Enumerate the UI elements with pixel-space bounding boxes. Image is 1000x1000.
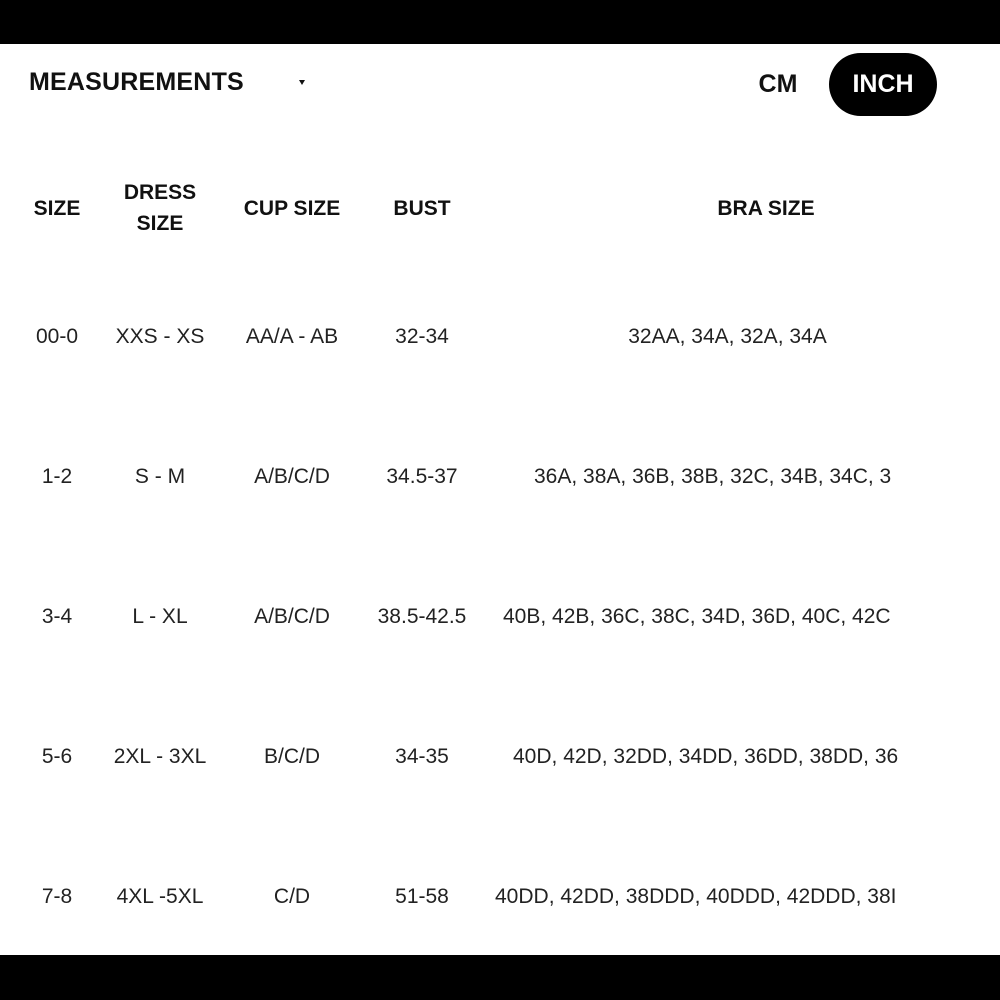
- cell-cup-size: A/B/C/D: [254, 605, 330, 628]
- column-header-dress-size: [100, 177, 220, 239]
- cell-bra-size: 32AA, 34A, 32A, 34A: [628, 325, 827, 348]
- cell-bra-size-container: [490, 460, 965, 494]
- cell-bust: 34-35: [395, 745, 449, 768]
- cell-bra-size: 40DD, 42DD, 38DDD, 40DDD, 42DDD, 38I: [495, 885, 897, 908]
- cell-size: 1-2: [41, 465, 73, 488]
- measurements-dropdown-label[interactable]: MEASUREMENTS: [29, 68, 244, 96]
- caret-down-icon[interactable]: [299, 80, 305, 85]
- cell-size: 5-6: [41, 745, 73, 768]
- unit-toggle-inch[interactable]: INCH: [829, 53, 937, 116]
- cell-bust: 34.5-37: [386, 465, 458, 488]
- cell-size: 3-4: [41, 605, 73, 628]
- cell-bra-size-container: [490, 880, 965, 914]
- cell-cup-size: AA/A - AB: [245, 325, 339, 348]
- cell-cup-size: B/C/D: [263, 745, 320, 768]
- cell-dress-size: 2XL - 3XL: [113, 745, 207, 768]
- cell-dress-size: 4XL -5XL: [116, 885, 204, 908]
- cell-bra-size-container: [490, 740, 965, 774]
- top-black-bar: [0, 0, 1000, 44]
- column-header-size: SIZE: [33, 197, 81, 220]
- cell-bra-size: 36A, 38A, 36B, 38B, 32C, 34B, 34C, 3: [534, 465, 892, 488]
- cell-bra-size-container: [490, 320, 965, 354]
- cell-bra-size: 40B, 42B, 36C, 38C, 34D, 36D, 40C, 42C: [503, 605, 891, 628]
- cell-size: 7-8: [41, 885, 73, 908]
- cell-bust: 38.5-42.5: [377, 605, 467, 628]
- unit-toggle-cm[interactable]: CM: [758, 69, 798, 98]
- cell-dress-size: L - XL: [132, 605, 188, 628]
- cell-dress-size: XXS - XS: [115, 325, 205, 348]
- cell-bust: 32-34: [395, 325, 449, 348]
- cell-bra-size: 40D, 42D, 32DD, 34DD, 36DD, 38DD, 36: [513, 745, 899, 768]
- column-header-cup-size: CUP SIZE: [243, 197, 341, 220]
- column-header-dress-line2: SIZE: [136, 212, 184, 235]
- cell-bust: 51-58: [395, 885, 449, 908]
- column-header-dress-line1: DRESS: [123, 181, 197, 204]
- cell-dress-size: S - M: [134, 465, 186, 488]
- bottom-black-bar: [0, 955, 1000, 1000]
- cell-cup-size: A/B/C/D: [254, 465, 330, 488]
- column-header-bust: BUST: [393, 197, 451, 220]
- cell-cup-size: C/D: [273, 885, 311, 908]
- cell-size: 00-0: [35, 325, 79, 348]
- cell-bra-size-container: [490, 600, 965, 634]
- column-header-bra-size: BRA SIZE: [717, 197, 815, 220]
